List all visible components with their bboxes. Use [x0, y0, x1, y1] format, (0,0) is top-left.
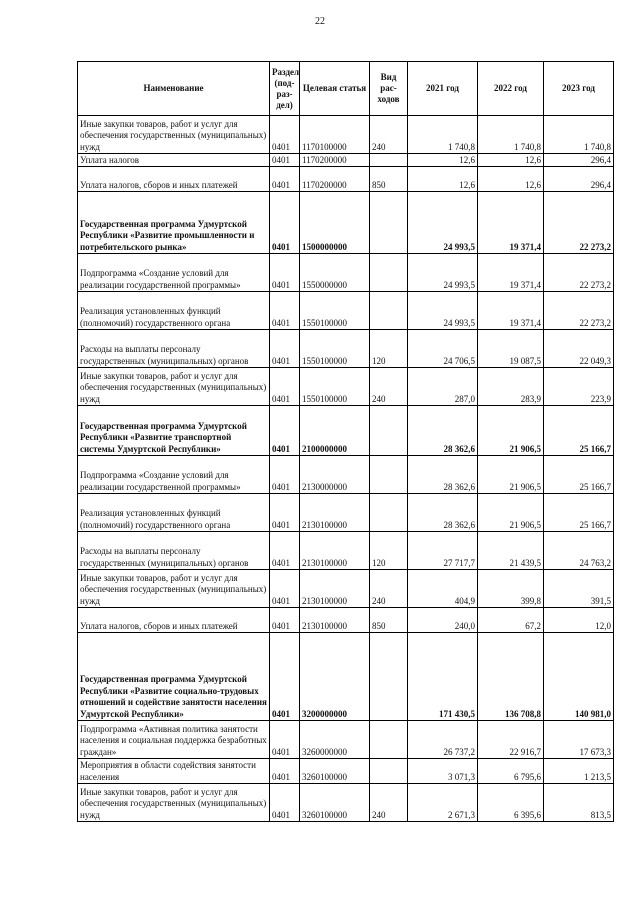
value-2023-cell: 25 166,7 [544, 456, 614, 494]
section-cell: 0401 [270, 116, 300, 154]
kind-cell: 240 [370, 570, 408, 608]
value-2022-cell: 67,2 [478, 608, 544, 633]
table-row [78, 494, 614, 532]
header-2023: 2023 год [544, 62, 614, 116]
header-target: Целевая статья [300, 62, 370, 116]
target-cell: 2130100000 [300, 608, 370, 633]
section-cell: 0401 [270, 532, 300, 570]
kind-cell: 240 [370, 368, 408, 406]
kind-cell [370, 192, 408, 254]
value-2022-cell: 6 795,6 [478, 759, 544, 784]
table-row [78, 608, 614, 633]
target-cell: 2130100000 [300, 494, 370, 532]
section-cell: 0401 [270, 192, 300, 254]
section-cell: 0401 [270, 292, 300, 330]
name-cell: Иные закупки товаров, работ и услуг для обеспечения государственных (муниципальных) нужд [78, 570, 270, 608]
value-2023-cell: 12,0 [544, 608, 614, 633]
value-2021-cell: 404,9 [408, 570, 478, 608]
table-body [78, 116, 614, 822]
table-row [78, 330, 614, 368]
kind-cell [370, 456, 408, 494]
section-cell: 0401 [270, 406, 300, 456]
kind-cell [370, 406, 408, 456]
value-2021-cell: 12,6 [408, 167, 478, 192]
value-2023-cell: 22 273,2 [544, 292, 614, 330]
value-2022-cell: 19 371,4 [478, 292, 544, 330]
target-cell: 1550100000 [300, 330, 370, 368]
value-2022-cell: 19 371,4 [478, 254, 544, 292]
value-2023-cell: 296,4 [544, 167, 614, 192]
value-2023-cell: 1 740,8 [544, 116, 614, 154]
kind-cell [370, 494, 408, 532]
value-2021-cell: 28 362,6 [408, 456, 478, 494]
value-2023-cell: 24 763,2 [544, 532, 614, 570]
kind-cell [370, 759, 408, 784]
kind-cell: 120 [370, 532, 408, 570]
value-2022-cell: 12,6 [478, 167, 544, 192]
value-2023-cell: 1 213,5 [544, 759, 614, 784]
table-row [78, 721, 614, 759]
value-2022-cell: 22 916,7 [478, 721, 544, 759]
name-cell: Уплата налогов, сборов и иных платежей [78, 608, 270, 633]
value-2023-cell: 813,5 [544, 784, 614, 822]
value-2023-cell: 22 049,3 [544, 330, 614, 368]
target-cell: 3260000000 [300, 721, 370, 759]
name-cell: Подпрограмма «Создание условий для реализации государственной программы» [78, 254, 270, 292]
value-2021-cell: 28 362,6 [408, 494, 478, 532]
program-row [78, 192, 614, 254]
kind-cell: 850 [370, 167, 408, 192]
target-cell: 1550100000 [300, 368, 370, 406]
section-cell: 0401 [270, 494, 300, 532]
value-2021-cell: 24 706,5 [408, 330, 478, 368]
value-2023-cell: 140 981,0 [544, 633, 614, 721]
value-2022-cell: 136 708,8 [478, 633, 544, 721]
name-cell: Иные закупки товаров, работ и услуг для обеспечения государственных (муниципальных) нужд [78, 116, 270, 154]
target-cell: 1550100000 [300, 292, 370, 330]
value-2021-cell: 171 430,5 [408, 633, 478, 721]
header-2022: 2022 год [478, 62, 544, 116]
target-cell: 2130100000 [300, 532, 370, 570]
target-cell: 1550000000 [300, 254, 370, 292]
section-cell: 0401 [270, 456, 300, 494]
table-header-row [78, 62, 614, 116]
value-2023-cell: 25 166,7 [544, 406, 614, 456]
value-2021-cell: 12,6 [408, 154, 478, 167]
kind-cell: 850 [370, 608, 408, 633]
value-2022-cell: 283,9 [478, 368, 544, 406]
kind-cell: 240 [370, 784, 408, 822]
budget-table [77, 61, 614, 822]
value-2021-cell: 24 993,5 [408, 192, 478, 254]
name-cell: Реализация установленных функций (полномочий) государственного органа [78, 292, 270, 330]
kind-cell: 240 [370, 116, 408, 154]
program-row [78, 633, 614, 721]
name-cell: Подпрограмма «Создание условий для реализации государственной программы» [78, 456, 270, 494]
target-cell: 2130100000 [300, 570, 370, 608]
value-2021-cell: 24 993,5 [408, 292, 478, 330]
kind-cell [370, 154, 408, 167]
value-2022-cell: 21 439,5 [478, 532, 544, 570]
kind-cell [370, 292, 408, 330]
section-cell: 0401 [270, 784, 300, 822]
page-number: 22 [315, 16, 325, 27]
value-2022-cell: 6 395,6 [478, 784, 544, 822]
value-2021-cell: 2 671,3 [408, 784, 478, 822]
name-cell: Уплата налогов, сборов и иных платежей [78, 167, 270, 192]
value-2021-cell: 26 737,2 [408, 721, 478, 759]
table-row [78, 116, 614, 154]
name-cell: Иные закупки товаров, работ и услуг для обеспечения государственных (муниципальных) нужд [78, 784, 270, 822]
name-cell: Подпрограмма «Активная политика занятости населения и социальная поддержка безработных граждан» [78, 721, 270, 759]
name-cell: Государственная программа Удмуртской Республики «Развитие транспортной системы Удмуртской Республики» [78, 406, 270, 456]
target-cell: 2130000000 [300, 456, 370, 494]
value-2023-cell: 22 273,2 [544, 192, 614, 254]
value-2023-cell: 25 166,7 [544, 494, 614, 532]
target-cell: 2100000000 [300, 406, 370, 456]
value-2023-cell: 391,5 [544, 570, 614, 608]
section-cell: 0401 [270, 570, 300, 608]
value-2022-cell: 21 906,5 [478, 456, 544, 494]
section-cell: 0401 [270, 254, 300, 292]
value-2022-cell: 1 740,8 [478, 116, 544, 154]
value-2023-cell: 22 273,2 [544, 254, 614, 292]
name-cell: Уплата налогов [78, 154, 270, 167]
kind-cell [370, 254, 408, 292]
header-section: Раздел (под-раз-дел) [270, 62, 300, 116]
name-cell: Расходы на выплаты персоналу государственных (муниципальных) органов [78, 532, 270, 570]
name-cell: Государственная программа Удмуртской Республики «Развитие промышленности и потребительского рынка» [78, 192, 270, 254]
table-row [78, 167, 614, 192]
value-2022-cell: 399,8 [478, 570, 544, 608]
name-cell: Иные закупки товаров, работ и услуг для обеспечения государственных (муниципальных) нужд [78, 368, 270, 406]
name-cell: Государственная программа Удмуртской Республики «Развитие социально-трудовых отношений и содействие занятости населения Удмуртской Республики» [78, 633, 270, 721]
value-2021-cell: 28 362,6 [408, 406, 478, 456]
table-row [78, 456, 614, 494]
value-2023-cell: 296,4 [544, 154, 614, 167]
kind-cell [370, 721, 408, 759]
kind-cell: 120 [370, 330, 408, 368]
table-row [78, 368, 614, 406]
header-2021: 2021 год [408, 62, 478, 116]
value-2022-cell: 19 087,5 [478, 330, 544, 368]
target-cell: 1170100000 [300, 116, 370, 154]
name-cell: Расходы на выплаты персоналу государственных (муниципальных) органов [78, 330, 270, 368]
table-row [78, 759, 614, 784]
value-2023-cell: 17 673,3 [544, 721, 614, 759]
target-cell: 3260100000 [300, 759, 370, 784]
kind-cell [370, 633, 408, 721]
value-2022-cell: 12,6 [478, 154, 544, 167]
program-row [78, 406, 614, 456]
value-2021-cell: 24 993,5 [408, 254, 478, 292]
section-cell: 0401 [270, 368, 300, 406]
value-2022-cell: 21 906,5 [478, 406, 544, 456]
section-cell: 0401 [270, 167, 300, 192]
target-cell: 3260100000 [300, 784, 370, 822]
section-cell: 0401 [270, 633, 300, 721]
header-name: Наименование [78, 62, 270, 116]
value-2022-cell: 19 371,4 [478, 192, 544, 254]
table-row [78, 784, 614, 822]
section-cell: 0401 [270, 608, 300, 633]
table-row [78, 570, 614, 608]
table-row [78, 292, 614, 330]
target-cell: 1170200000 [300, 154, 370, 167]
table-row [78, 254, 614, 292]
value-2022-cell: 21 906,5 [478, 494, 544, 532]
target-cell: 1500000000 [300, 192, 370, 254]
section-cell: 0401 [270, 330, 300, 368]
name-cell: Мероприятия в области содействия занятости населения [78, 759, 270, 784]
value-2021-cell: 27 717,7 [408, 532, 478, 570]
section-cell: 0401 [270, 721, 300, 759]
section-cell: 0401 [270, 154, 300, 167]
target-cell: 3200000000 [300, 633, 370, 721]
header-kind: Вид рас-ходов [370, 62, 408, 116]
value-2021-cell: 240,0 [408, 608, 478, 633]
section-cell: 0401 [270, 759, 300, 784]
target-cell: 1170200000 [300, 167, 370, 192]
name-cell: Реализация установленных функций (полномочий) государственного органа [78, 494, 270, 532]
value-2023-cell: 223,9 [544, 368, 614, 406]
value-2021-cell: 287,0 [408, 368, 478, 406]
value-2021-cell: 3 071,3 [408, 759, 478, 784]
table-row [78, 532, 614, 570]
table-row [78, 154, 614, 167]
value-2021-cell: 1 740,8 [408, 116, 478, 154]
